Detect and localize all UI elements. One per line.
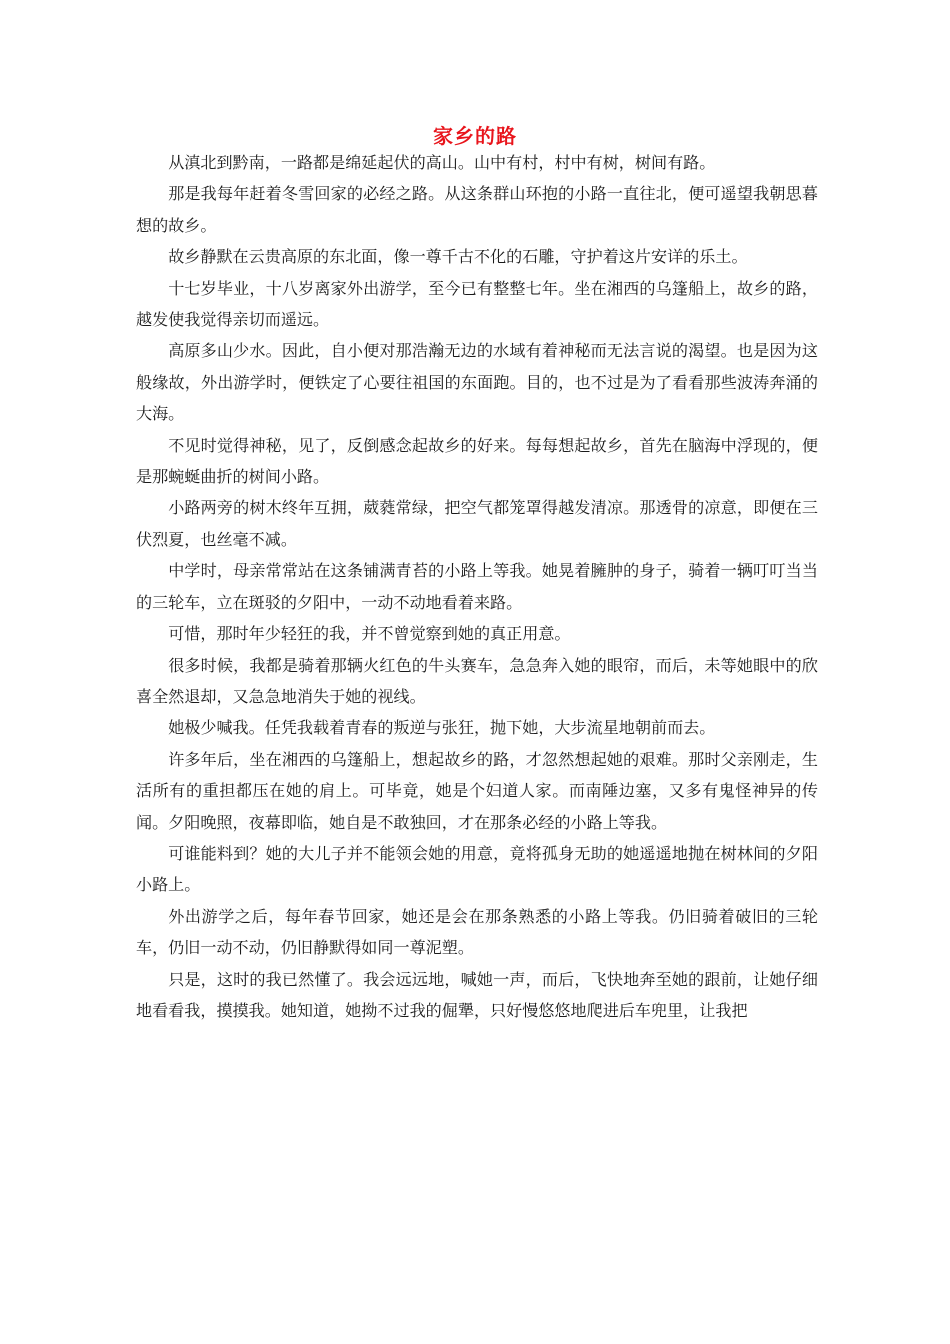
- paragraph: 她极少喊我。任凭我载着青春的叛逆与张狂，抛下她，大步流星地朝前而去。: [168, 718, 716, 738]
- paragraph: 十七岁毕业，十八岁离家外出游学，至今已有整整七年。坐在湘西的乌篷船上，故乡的路，越发使我觉得亲切而遥远。: [136, 278, 818, 330]
- paragraph: 从滇北到黔南，一路都是绵延起伏的高山。山中有村，村中有树，树间有路。: [168, 153, 716, 172]
- paragraph: 那是我每年赶着冬雪回家的必经之路。从这条群山环抱的小路一直往北，便可遥望我朝思暮想的故乡。: [136, 184, 818, 235]
- paragraph: 可惜，那时年少轻狂的我，并不曾觉察到她的真正用意。: [168, 624, 571, 644]
- document-body: [136, 147, 818, 1026]
- paragraph: 不见时觉得神秘，见了，反倒感念起故乡的好来。每每想起故乡，首先在脑海中浮现的，便是那蜿蜒曲折的树间小路。: [136, 435, 818, 487]
- paragraph: 很多时候，我都是骑着那辆火红色的牛头赛车，急急奔入她的眼帘，而后，未等她眼中的欣喜全然退却，又急急地消失于她的视线。: [136, 655, 818, 706]
- document-title: 家乡的路: [433, 124, 517, 148]
- paragraph: 只是，这时的我已然懂了。我会远远地，喊她一声，而后，飞快地奔至她的跟前，让她仔细地看看我，摸摸我。她知道，她拗不过我的倔犟，只好慢悠悠地爬进后车兜里，让我把: [136, 969, 818, 1020]
- paragraph: 高原多山少水。因此，自小便对那浩瀚无边的水域有着神秘而无法言说的渴望。也是因为这般缘故，外出游学时，便铁定了心要往祖国的东面跑。目的，也不过是为了看看那些波涛奔涌的大海。: [136, 341, 818, 424]
- paragraph: 许多年后，坐在湘西的乌篷船上，想起故乡的路，才忽然想起她的艰难。那时父亲刚走，生活所有的重担都压在她的肩上。可毕竟，她是个妇道人家。而南陲边塞，又多有鬼怪神异的传闻。夕阳晚照，夜幕即临，她自是不敢独回，才在那条必经的小路上等我。: [136, 749, 818, 832]
- paragraph: 可谁能料到？她的大儿子并不能领会她的用意，竟将孤身无助的她遥遥地抛在树林间的夕阳小路上。: [136, 843, 818, 895]
- paragraph: 故乡静默在云贵高原的东北面，像一尊千古不化的石雕，守护着这片安详的乐土。: [168, 247, 748, 267]
- paragraph: 小路两旁的树木终年互拥，葳蕤常绿，把空气都笼罩得越发清凉。那透骨的凉意，即便在三伏烈夏，也丝毫不减。: [136, 498, 818, 549]
- paragraph: 中学时，母亲常常站在这条铺满青苔的小路上等我。她晃着臃肿的身子，骑着一辆叮叮当当的三轮车，立在斑驳的夕阳中，一动不动地看着来路。: [136, 561, 818, 612]
- paragraph: 外出游学之后，每年春节回家，她还是会在那条熟悉的小路上等我。仍旧骑着破旧的三轮车，仍旧一动不动，仍旧静默得如同一尊泥塑。: [136, 906, 818, 958]
